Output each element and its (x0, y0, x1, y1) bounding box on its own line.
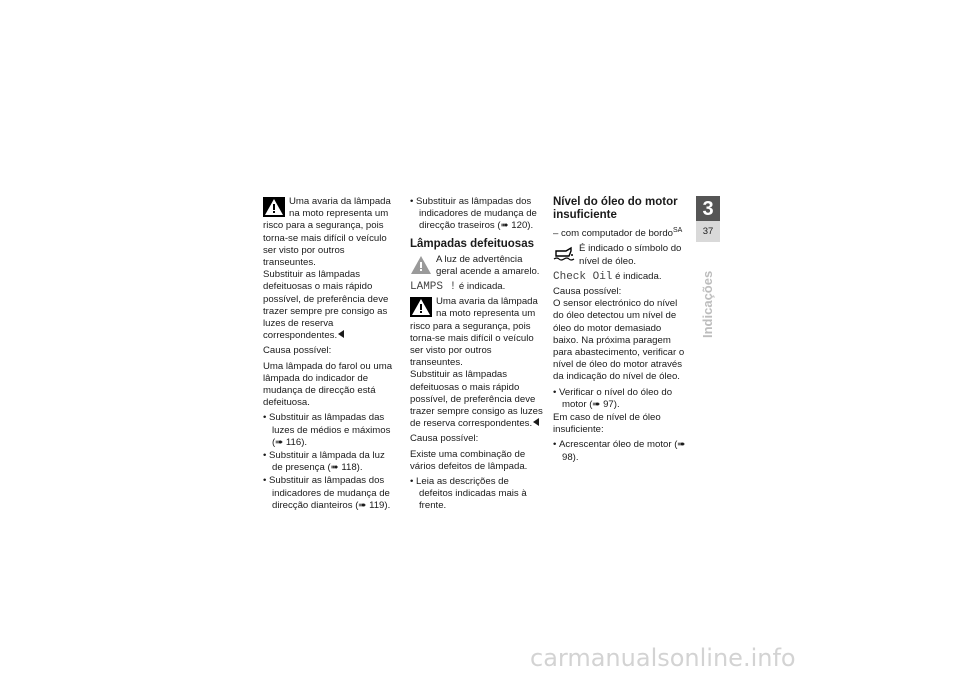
general-warning-light-icon (410, 255, 432, 275)
display-message (553, 271, 689, 283)
list-item: • Substituir as lâmpadas dos indicadores de mudança de direcção traseiros (➠ 120). (410, 196, 544, 233)
cause-text: O sensor electrónico do nível do óleo detectou um nível de óleo do motor demasiado baixo. Na próxima paragem para abastecimento, verificar o nível de óleo do motor através da indicação do nível de óleo. (553, 298, 685, 383)
display-suffix: é indicada. (458, 281, 506, 293)
column-left (263, 196, 397, 513)
warning-text: Uma avaria da lâmpada na moto representa um risco para a segurança, pois torna-se mais difícil o veículo ser visto por outros transeuntes. (410, 296, 538, 369)
advice-text: Substituir as lâmpadas defeituosas o mais rápido possível, de preferência deve trazer sempre consigo as luzes de reserva correspondentes. (410, 369, 543, 430)
oil-symbol-note (553, 243, 689, 267)
list-item: • Substituir as lâmpadas dos indicadores de mudança de direcção dianteiros (➠ 119). (263, 475, 397, 512)
warning-triangle-icon (410, 297, 432, 317)
advice-text: Substituir as lâmpadas defeituosas o mais rápido possível, de preferência deve trazer sempre pre consigo as luzes de reserva correspondentes. (263, 269, 389, 342)
display-code: Check Oil (553, 270, 613, 283)
list-item: • Acrescentar óleo de motor (➠ 98). (553, 439, 689, 463)
section-side-label: Indicações (700, 270, 715, 338)
low-level-text: Em caso de nível de óleo insuficiente: (553, 412, 661, 436)
list-item: • Substituir a lâmpada da luz de presença (➠ 118). (263, 450, 397, 474)
list-item: • Verificar o nível do óleo do motor (➠ 97). (553, 387, 689, 411)
warning-light-text: A luz de advertência geral acende a amarelo. (436, 253, 540, 277)
column-middle (410, 196, 544, 514)
warning-triangle-icon (263, 197, 285, 217)
display-suffix: é indicada. (615, 270, 662, 282)
display-code: LAMPS ! (410, 281, 457, 294)
page-number: 37 (702, 226, 714, 237)
end-mark-icon (338, 330, 344, 338)
cause-text: Existe uma combinação de vários defeitos de lâmpada. (410, 448, 528, 472)
list-item: • Leia as descrições de defeitos indicadas mais à frente. (410, 476, 544, 513)
display-message (410, 281, 544, 293)
watermark: carmanualsonline.info (530, 644, 796, 672)
chapter-number: 3 (702, 198, 714, 220)
cause-label: Causa possível: (263, 345, 332, 357)
oil-symbol-text: É indicado o símbolo do nível de óleo. (579, 243, 682, 267)
column-right (553, 196, 689, 465)
equipment-note: – com computador de bordo$^{SA}$ (553, 227, 683, 240)
end-mark-icon (533, 418, 539, 426)
safety-warning (263, 196, 397, 269)
sa-superscript: SA (673, 227, 683, 234)
oil-level-icon (553, 245, 575, 263)
warning-light-note (410, 254, 544, 278)
list-item: • Substituir as lâmpadas das luzes de médios e máximos (➠ 116). (263, 412, 397, 449)
cause-text: Uma lâmpada do farol ou uma lâmpada do indicador de mudança de direcção está defeituosa. (263, 360, 393, 409)
warning-text: Uma avaria da lâmpada na moto representa um risco para a segurança, pois torna-se mais difícil o veículo ser visto por outros transeuntes. (263, 196, 391, 269)
safety-warning (410, 296, 544, 369)
cause-label: Causa possível: (553, 286, 622, 297)
section-heading: Lâmpadas defeituosas (410, 237, 534, 250)
cause-label: Causa possível: (410, 433, 479, 445)
section-heading: Nível do óleo do motor insuficiente (553, 196, 678, 221)
